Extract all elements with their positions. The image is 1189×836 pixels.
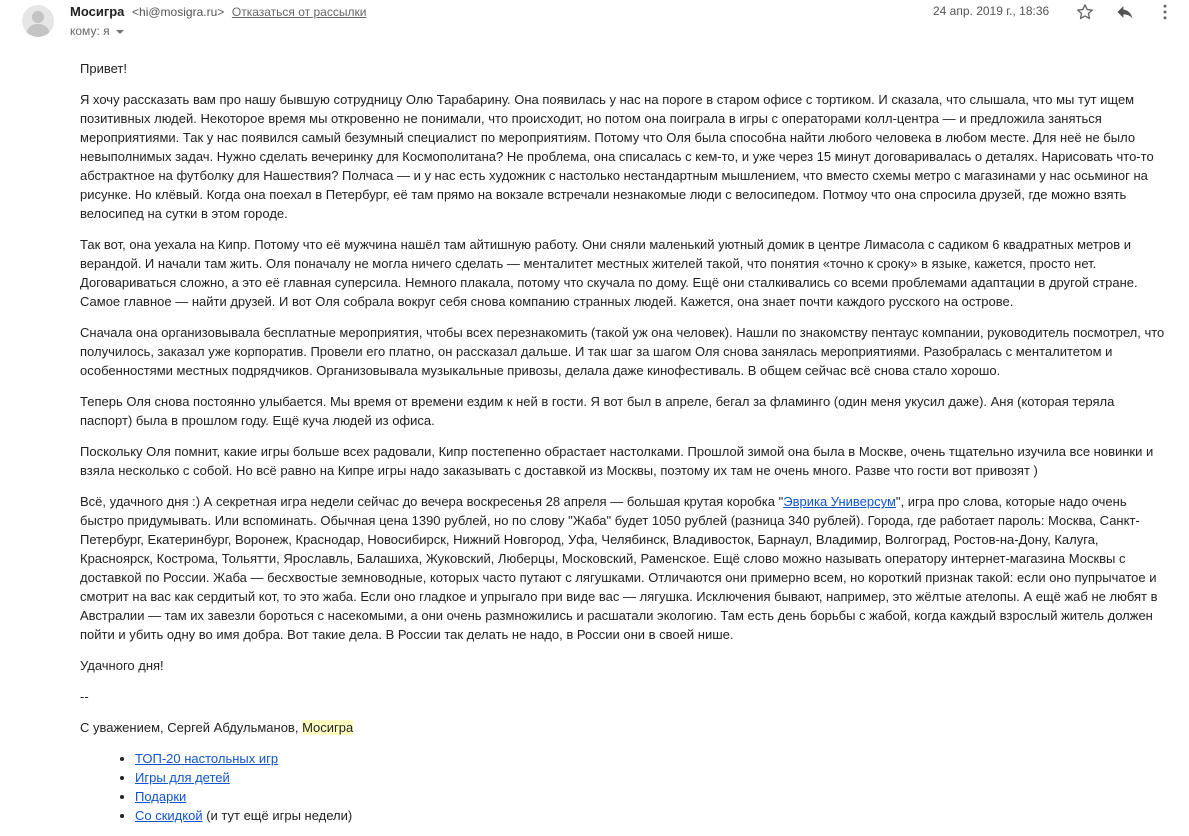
- email-body: [80, 59, 1165, 825]
- email-date: 24 апр. 2019 г., 18:36: [933, 4, 1050, 18]
- recipients: [70, 24, 124, 38]
- to-label: кому: я: [70, 24, 110, 38]
- list-item: [135, 787, 1165, 806]
- paragraph-4: Теперь Оля снова постоянно улыбается. Мы время от времени ездим к ней в гости. Я вот был в апреле, бегал за фламинго (один меня укусил даже). Аня (которая теряла паспорт) была в прошлом году. Ещё куча людей из офиса.: [80, 394, 1115, 428]
- list-item: [135, 806, 1165, 825]
- signature-text: С уважением, Сергей Абдульманов,: [80, 720, 303, 735]
- discount-note: (и тут ещё игры недели): [202, 808, 353, 823]
- paragraph-6-end: ", игра про слова, которые надо очень быстро придумывать. Или вспоминать. Обычная цена 1390 рублей, но по слову "Жаба" будет 1050 рублей (разница 340 рублей). Города, где работает пароль: Москва, Санкт-Петербург, Екатеринбург, Воронеж, Краснодар, Новосибирск, Нижний Новгород, Уфа, Челябинск, Владивосток, Барнаул, Владимир, Волгоград, Ростов-на-Дону, Калуга, Красноярск, Кострома, Тольятти, Ярославль, Балашиха, Жуковский, Люберцы, Московский, Раменское. Ещё слово можно называть оператору интернет-магазина Москвы с доставкой по России. Жаба — бесхвостые земноводные, которых часто путают с лягушками. Отличаются они примерно всем, но короткий признак такой: если оно пупрычатое и смотрит на вас как сердитый кот, то это жаба. Если оно гладкое и упрыгало при виде вас — лягушка. Исключения бывают, например, это жёлтые ателопы. А ещё жаб не любят в Австралии — там их завезли бороться с насекомыми, а они очень размножились и расшатали экологию. Там есть день борьбы с жабой, когда каждый взрослый житель должен пойти и убить одну во имя добра. Вот такие дела. В России так делать не надо, в России они в своей нише.: [80, 494, 1158, 642]
- gifts-link[interactable]: Подарки: [135, 789, 187, 804]
- evrika-universum-link[interactable]: Эврика Универсум: [783, 494, 896, 509]
- paragraph-3: Сначала она организовывала бесплатные мероприятия, чтобы всех перезнакомить (такой уж она человек). Нашли по знакомству пентаус компании, руководитель посмотрел, что получилось, заказал уже корпоратив. Провели его платно, он рассказал дальше. И так шаг за шагом Оля снова занялась мероприятиями. Разобралась с менталитетом и особенностями местных подрядчиков. Организовывала музыкальные привозы, делала даже кинофестиваль. В общем сейчас всё снова стало хорошо.: [80, 325, 1165, 378]
- list-item: [135, 749, 1165, 768]
- kids-games-link[interactable]: Игры для детей: [135, 770, 230, 785]
- show-details-icon[interactable]: [116, 30, 124, 34]
- discount-link[interactable]: Со скидкой: [135, 808, 203, 823]
- greeting: Привет!: [80, 61, 127, 76]
- sender-email: <hi@mosigra.ru>: [132, 5, 225, 19]
- email-header: [0, 0, 1189, 48]
- paragraph-2: Так вот, она уехала на Кипр. Потому что её мужчина нашёл там айтишную работу. Они сняли маленький уютный домик в центре Лимасола с садиком 6 квадратных метров и верандой. И начали там жить. Оля поначалу не могла ничего сделать — менталитет местных жителей такой, что понятия «точно к сроку» в языке, кажется, просто нет. Договариваться сложно, а это её главная суперсила. Немного плакала, потому что скучала по дому. Ещё они сталкивались со всеми проблемами адаптации в другой стране. Самое главное — найти друзей. И вот Оля собрала вокруг себя снова компанию странных людей. Кажется, она знает почти каждого русского на острове.: [80, 237, 1138, 309]
- person-icon: [22, 5, 54, 37]
- avatar[interactable]: [22, 5, 54, 37]
- signature-separator: --: [80, 689, 89, 704]
- paragraph-5: Поскольку Оля помнит, какие игры больше всех радовали, Кипр постепенно обрастает настолками. Прошлой зимой она была в Москве, очень тщательно изучила все новинки и взяла несколько с собой. Но всё равно на Кипре игры надо заказывать с доставкой из Москвы, поэтому их там не очень много. Разве что гости вот привозят ): [80, 444, 1154, 478]
- signature-brand: Мосигра: [302, 720, 354, 735]
- reply-icon[interactable]: [1115, 2, 1135, 22]
- paragraph-6: [80, 492, 1165, 644]
- closing: Удачного дня!: [80, 658, 164, 673]
- more-vert-icon[interactable]: [1155, 2, 1175, 22]
- paragraph-1: Я хочу рассказать вам про нашу бывшую сотрудницу Олю Тарабарину. Она появилась у нас на пороге в старом офисе с тортиком. И сказала, что слышала, что мы тут ищем позитивных людей. Некоторое время мы откровенно не понимали, что происходит, но потом она поиграла в игры с операторами колл-центра — и предложила заняться мероприятиями. Так у нас появился самый безумный специалист по мероприятиям. Потому что Оля была способна найти любого человека в любом месте. Для неё не было невыполнимых задач. Нужно сделать вечеринку для Космополитана? Не проблема, она списалась с кем-то, и уже через 15 минут договаривалась о деталях. Нарисовать что-то абстрактное на футболку для Нашествия? Полчаса — и у нас есть художник с настолько нестандартным мышлением, что вместо схемы метро с магазинами у нас осьминог на рисунке. Но клёвый. Когда она поехал в Петербург, её там прямо на вокзале встречали незнакомые люди с велосипедом. Потмоу что она спросила друзей, где можно взять велосипед на сутки в этом городе.: [80, 92, 1154, 221]
- signature: [80, 718, 1165, 737]
- footer-links: [80, 749, 1165, 825]
- paragraph-6-start: Всё, удачного дня :) А секретная игра недели сейчас до вечера воскресенья 28 апреля — большая крутая коробка ": [80, 494, 784, 509]
- star-icon[interactable]: [1075, 2, 1095, 22]
- sender-line: [70, 4, 366, 19]
- top20-link[interactable]: ТОП-20 настольных игр: [135, 751, 279, 766]
- list-item: [135, 768, 1165, 787]
- sender-name[interactable]: Мосигра: [70, 4, 125, 19]
- unsubscribe-link[interactable]: Отказаться от рассылки: [231, 5, 367, 19]
